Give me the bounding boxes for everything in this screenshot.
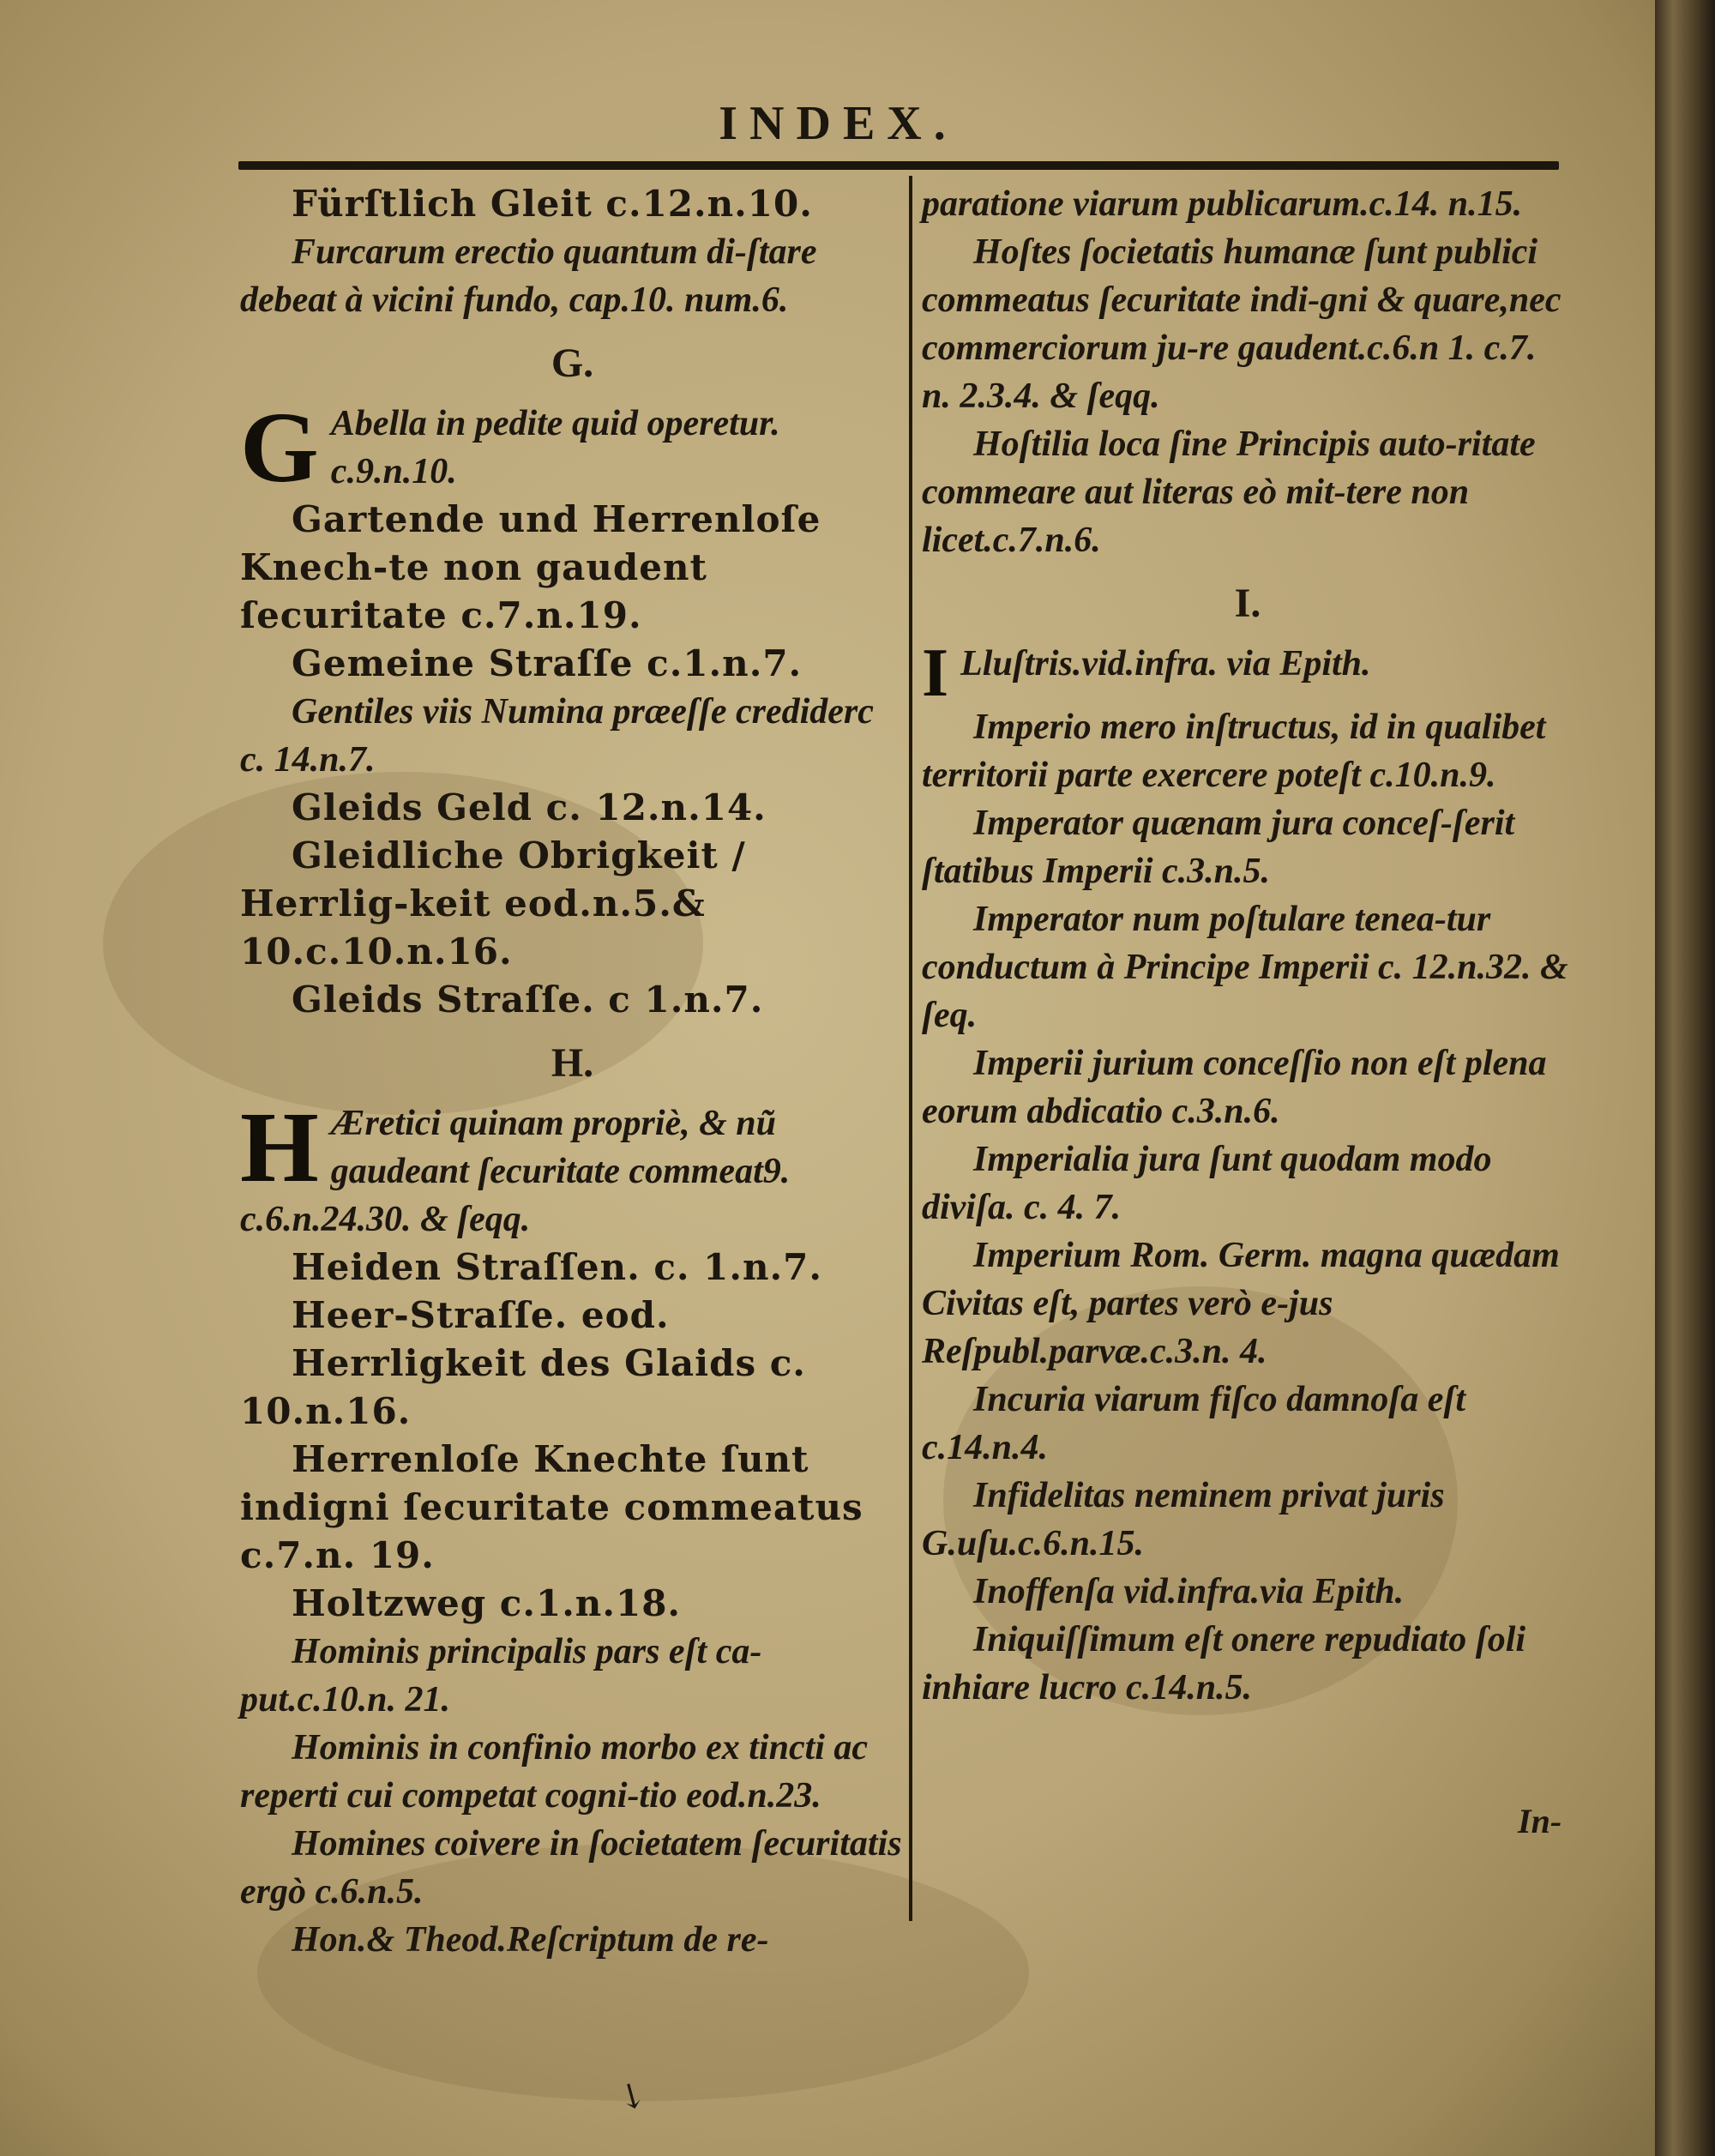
index-entry: Incuria viarum fiſco damnoſa eſt c.14.n.4. bbox=[922, 1380, 1465, 1467]
index-entry: Gartende und Herrenloſe Knech-te non gaudent ſecuritate c.7.n.19. bbox=[240, 498, 821, 636]
index-entry: Heer-Straſſe. eod. bbox=[292, 1294, 670, 1336]
index-entry: Herrligkeit des Glaids c. 10.n.16. bbox=[240, 1342, 806, 1432]
index-entry: Homines coivere in ſocietatem ſecuritatis ergò c.6.n.5. bbox=[240, 1824, 902, 1912]
index-entry: Gleids Geld c. 12.n.14. bbox=[292, 786, 767, 828]
page-title: INDEX. bbox=[719, 97, 958, 150]
index-entry: Hominis principalis pars eſt ca-put.c.10.n. 21. bbox=[240, 1632, 762, 1719]
index-entry: Imperio mero inſtructus, id in qualibet territorii parte exercere poteſt c.10.n.9. bbox=[922, 708, 1546, 795]
index-entry-text: Æretici quinam propriè, & nũ gaudeant ſecuritate commeat9. c.6.n.24.30. & ſeqq. bbox=[240, 1104, 791, 1239]
column-divider bbox=[909, 176, 912, 1921]
section-letter-h: H. bbox=[551, 1040, 594, 1086]
left-column bbox=[240, 180, 905, 1964]
index-entry-dropcap bbox=[922, 635, 1574, 711]
index-entry: Inoffenſa vid.infra.via Epith. bbox=[973, 1572, 1405, 1611]
index-entry: Gleids Straſſe. c 1.n.7. bbox=[292, 979, 764, 1021]
index-entry: paratione viarum publicarum.c.14. n.15. bbox=[922, 184, 1523, 224]
index-entry: Heiden Straſſen. c. 1.n.7. bbox=[292, 1246, 822, 1288]
section-letter-g: G. bbox=[551, 340, 594, 386]
index-entry: Fürſtlich Gleit c.12.n.10. bbox=[292, 183, 813, 225]
index-entry-text: Abella in pedite quid operetur. c.9.n.10. bbox=[330, 404, 780, 491]
index-entry: Furcarum erectio quantum di-ſtare debeat à vicini fundo, cap.10. num.6. bbox=[240, 232, 817, 320]
index-entry: Hon.& Theod.Reſcriptum de re- bbox=[292, 1920, 769, 1960]
ink-mark: ↘ bbox=[609, 2071, 654, 2120]
index-entry: Herrenloſe Knechte ſunt indigni ſecuritate commeatus c.7.n. 19. bbox=[240, 1438, 864, 1576]
index-entry: Gentiles viis Numina præeſſe crediderc c. 14.n.7. bbox=[240, 692, 874, 780]
index-entry-dropcap bbox=[240, 391, 905, 503]
index-entry: Holtzweg c.1.n.18. bbox=[292, 1582, 682, 1624]
section-letter-i: I. bbox=[1234, 581, 1261, 626]
index-entry: Imperii jurium conceſſio non eſt plena eorum abdicatio c.3.n.6. bbox=[922, 1044, 1547, 1131]
index-entry: Hoſtilia loca ſine Principis auto-ritate commeare aut literas eò mit-tere non licet.c.7.n.6. bbox=[922, 425, 1536, 560]
drop-cap: G bbox=[240, 391, 319, 503]
header-rule bbox=[238, 161, 1559, 170]
index-entry: Iniquiſſimum eſt onere repudiato ſoli inhiare lucro c.14.n.5. bbox=[922, 1620, 1526, 1707]
index-entry-dropcap bbox=[240, 1091, 905, 1244]
index-entry: Hominis in confinio morbo ex tincti ac reperti cui competat cogni-tio eod.n.23. bbox=[240, 1728, 869, 1816]
index-entry: Infidelitas neminem privat juris G.uſu.c.6.n.15. bbox=[922, 1476, 1445, 1563]
index-entry: Imperator num poſtulare tenea-tur conductum à Principe Imperii c. 12.n.32. & ſeq. bbox=[922, 900, 1568, 1035]
drop-cap: H bbox=[240, 1091, 319, 1203]
index-entry: Hoſtes ſocietatis humanæ ſunt publici commeatus ſecuritate indi-gni & quare,nec commerciorum ju-re gaudent.c.6.n 1. c.7. n. 2.3.4. & ſeqq. bbox=[922, 232, 1562, 416]
catchword: In- bbox=[1518, 1802, 1562, 1840]
index-entry: Imperium Rom. Germ. magna quædam Civitas eſt, partes verò e-jus Reſpubl.parvæ.c.3.n. 4. bbox=[922, 1236, 1560, 1371]
index-entry: Imperialia jura ſunt quodam modo diviſa. c. 4. 7. bbox=[922, 1140, 1492, 1227]
index-entry: Gemeine Straſſe c.1.n.7. bbox=[292, 642, 803, 684]
right-column bbox=[922, 180, 1574, 1712]
index-entry: Gleidliche Obrigkeit / Herrlig-keit eod.n.5.& 10.c.10.n.16. bbox=[240, 834, 746, 973]
index-entry: Imperator quænam jura conceſ-ſerit ſtatibus Imperii c.3.n.5. bbox=[922, 804, 1515, 891]
book-spine bbox=[1655, 0, 1715, 2156]
index-entry-text: Lluſtris.vid.infra. via Epith. bbox=[960, 644, 1371, 684]
drop-cap: I bbox=[922, 635, 949, 711]
